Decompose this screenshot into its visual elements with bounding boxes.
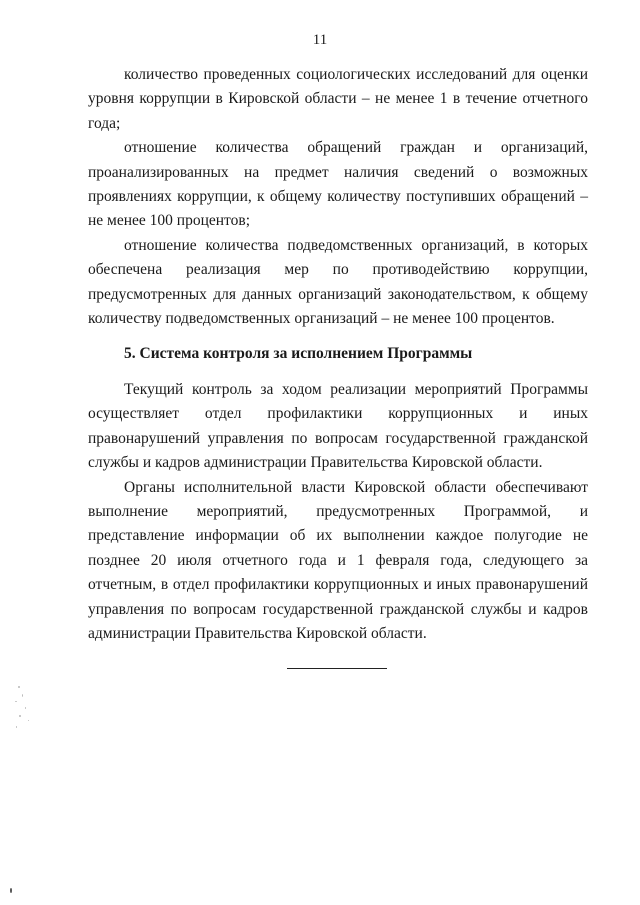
page-number: 11: [312, 32, 328, 48]
section-heading: 5. Система контроля за исполнением Программы: [124, 345, 473, 363]
closing-divider-line: [287, 668, 387, 669]
document-body: [88, 63, 588, 646]
control-paragraph-1: Текущий контроль за ходом реализации мероприятий Программы осуществляет отдел профилактики коррупционных и иных правонарушений управления по вопросам государственной гражданской службы и кадров администрации Правительства Кировской области.: [88, 380, 588, 472]
indicator-paragraph-2: отношение количества обращений граждан и организаций, проанализированных на предмет наличия сведений о возможных проявлениях коррупции, к общему количеству поступивших обращений – не менее 100 процентов;: [88, 139, 588, 230]
indicator-paragraph-3: отношение количества подведомственных организаций, в которых обеспечена реализация мер по противодействию коррупции, предусмотренных для данных организаций законодательством, к общему количеству подведомственных организаций – не менее 100 процентов.: [88, 236, 588, 328]
control-paragraph-2: Органы исполнительной власти Кировской области обеспечивают выполнение мероприятий, предусмотренных Программой, и представление информации об их выполнении каждое полугодие не позднее 20 июля отчетного года и 1 февраля года, следующего за отчетным, в отдел профилактики коррупционных и иных правонарушений управления по вопросам государственной гражданской службы и кадров администрации Правительства Кировской области.: [88, 478, 588, 642]
indicator-paragraph-1: количество проведенных социологических исследований для оценки уровня коррупции в Кировской области – не менее 1 в течение отчетного года;: [88, 66, 588, 132]
